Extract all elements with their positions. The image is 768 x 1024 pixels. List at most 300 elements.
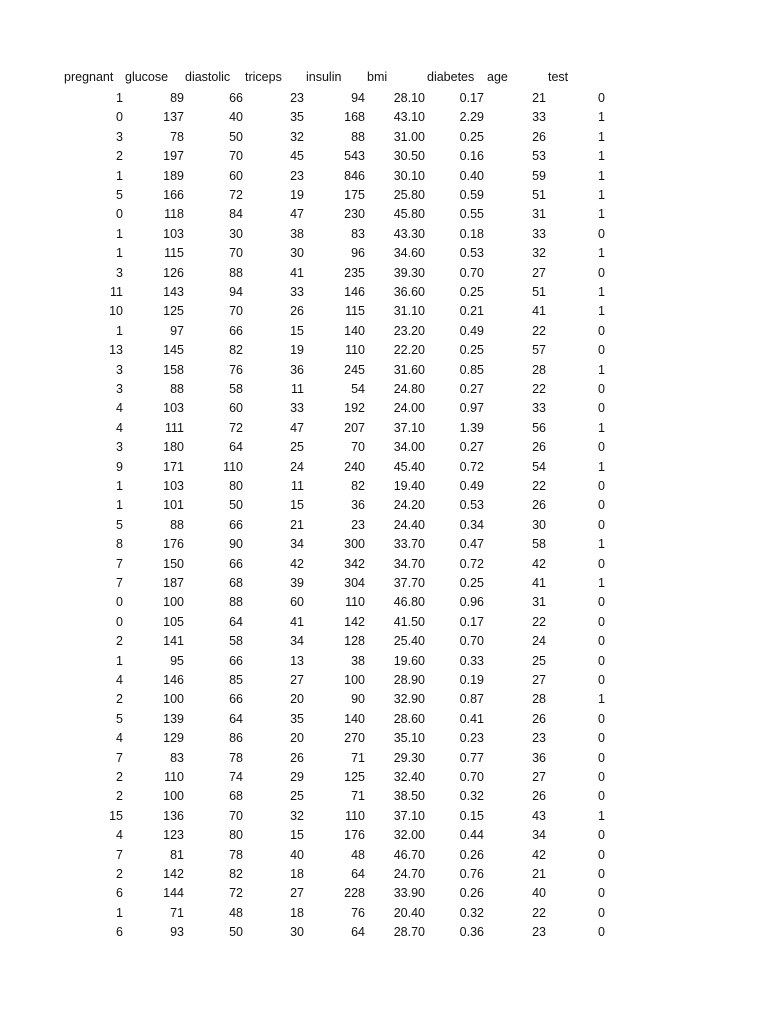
cell-glucose: 126 <box>163 265 184 280</box>
cell-triceps: 41 <box>290 614 304 629</box>
cell-pregnant: 3 <box>116 129 123 144</box>
cell-glucose: 197 <box>163 149 184 164</box>
cell-triceps: 29 <box>290 770 304 784</box>
cell-triceps: 45 <box>290 149 304 164</box>
cell-triceps: 25 <box>290 789 304 804</box>
table-row <box>0 89 768 108</box>
cell-diastolic: 66 <box>229 91 243 105</box>
cell-pregnant: 2 <box>116 149 123 164</box>
cell-glucose: 71 <box>170 905 184 920</box>
cell-age: 42 <box>532 847 546 862</box>
cell-bmi: 19.40 <box>393 479 425 493</box>
cell-diabetes: 0.21 <box>459 304 484 319</box>
cell-pregnant: 6 <box>116 925 123 940</box>
cell-diastolic: 82 <box>229 867 243 881</box>
cell-test: 0 <box>598 770 605 784</box>
cell-diastolic: 72 <box>229 420 243 435</box>
cell-diabetes: 0.59 <box>459 188 484 202</box>
table-row <box>0 283 768 302</box>
cell-diabetes: 0.26 <box>459 886 484 901</box>
cell-glucose: 118 <box>164 207 184 222</box>
cell-test: 0 <box>598 673 605 687</box>
cell-diastolic: 68 <box>229 576 243 590</box>
cell-diabetes: 0.32 <box>459 789 484 804</box>
cell-pregnant: 2 <box>116 770 123 784</box>
table-row <box>0 923 768 942</box>
cell-diastolic: 110 <box>223 459 243 474</box>
cell-triceps: 42 <box>290 556 304 571</box>
cell-diabetes: 0.32 <box>459 905 484 920</box>
cell-diastolic: 66 <box>229 692 243 707</box>
cell-triceps: 20 <box>290 692 304 707</box>
cell-age: 26 <box>532 498 546 513</box>
cell-triceps: 11 <box>291 479 304 493</box>
cell-triceps: 34 <box>290 634 304 649</box>
cell-insulin: 140 <box>344 323 365 338</box>
table-row <box>0 225 768 244</box>
cell-glucose: 101 <box>163 498 184 513</box>
cell-glucose: 136 <box>163 808 184 823</box>
cell-test: 0 <box>598 731 605 746</box>
cell-insulin: 235 <box>344 265 365 280</box>
cell-age: 30 <box>532 517 546 532</box>
cell-glucose: 145 <box>163 343 184 358</box>
cell-insulin: 846 <box>344 168 365 183</box>
table-row <box>0 361 768 380</box>
table-row <box>0 535 768 554</box>
column-header-diastolic: diastolic <box>185 70 231 84</box>
cell-test: 1 <box>598 537 605 552</box>
cell-pregnant: 1 <box>116 226 123 241</box>
cell-diabetes: 0.96 <box>459 595 484 610</box>
cell-pregnant: 3 <box>116 440 123 455</box>
cell-pregnant: 1 <box>116 498 123 513</box>
cell-bmi: 31.60 <box>393 362 425 377</box>
cell-triceps: 30 <box>290 925 304 940</box>
cell-bmi: 24.80 <box>393 382 425 396</box>
cell-bmi: 37.10 <box>393 808 425 823</box>
cell-pregnant: 5 <box>116 517 123 532</box>
cell-glucose: 142 <box>163 867 184 881</box>
cell-bmi: 24.40 <box>393 517 425 532</box>
cell-glucose: 158 <box>163 362 184 377</box>
cell-bmi: 25.40 <box>393 634 425 649</box>
cell-diastolic: 64 <box>229 711 243 726</box>
cell-diabetes: 0.36 <box>459 925 484 940</box>
cell-diastolic: 64 <box>229 614 243 629</box>
cell-diastolic: 48 <box>229 905 243 920</box>
cell-insulin: 38 <box>351 653 365 668</box>
cell-insulin: 146 <box>344 285 365 299</box>
cell-age: 22 <box>532 382 546 396</box>
cell-test: 1 <box>598 246 605 261</box>
cell-glucose: 81 <box>170 847 184 862</box>
table-row <box>0 128 768 147</box>
cell-pregnant: 4 <box>116 731 123 746</box>
cell-test: 0 <box>598 595 605 610</box>
cell-bmi: 32.90 <box>393 692 425 707</box>
cell-bmi: 37.10 <box>393 420 425 435</box>
cell-age: 22 <box>532 614 546 629</box>
cell-triceps: 60 <box>290 595 304 610</box>
cell-triceps: 32 <box>290 808 304 823</box>
cell-test: 1 <box>598 304 605 319</box>
cell-pregnant: 1 <box>116 91 123 105</box>
cell-age: 41 <box>532 576 546 590</box>
cell-pregnant: 5 <box>116 711 123 726</box>
cell-test: 0 <box>598 401 605 416</box>
cell-diabetes: 0.40 <box>459 168 484 183</box>
cell-triceps: 24 <box>290 459 304 474</box>
cell-diabetes: 0.49 <box>459 479 484 493</box>
cell-diastolic: 68 <box>229 789 243 804</box>
cell-glucose: 189 <box>163 168 184 183</box>
cell-pregnant: 0 <box>116 207 123 222</box>
cell-triceps: 19 <box>290 188 304 202</box>
cell-insulin: 240 <box>344 459 365 474</box>
cell-insulin: 304 <box>344 576 365 590</box>
cell-age: 59 <box>532 168 546 183</box>
cell-diabetes: 0.70 <box>459 265 484 280</box>
cell-pregnant: 4 <box>116 673 123 687</box>
table-row <box>0 671 768 690</box>
table-row <box>0 438 768 457</box>
cell-triceps: 27 <box>290 886 304 901</box>
table-row <box>0 419 768 438</box>
cell-diabetes: 0.19 <box>459 673 484 687</box>
cell-diastolic: 80 <box>229 479 243 493</box>
cell-diastolic: 60 <box>229 401 243 416</box>
cell-bmi: 28.90 <box>393 673 425 687</box>
table-row <box>0 399 768 418</box>
table-row <box>0 264 768 283</box>
cell-test: 0 <box>598 556 605 571</box>
cell-age: 27 <box>532 770 546 784</box>
cell-pregnant: 1 <box>116 246 123 261</box>
table-row <box>0 593 768 612</box>
cell-diabetes: 0.25 <box>459 576 484 590</box>
cell-insulin: 115 <box>345 304 365 319</box>
cell-insulin: 100 <box>344 673 365 687</box>
cell-triceps: 47 <box>290 420 304 435</box>
cell-insulin: 245 <box>344 362 365 377</box>
cell-glucose: 78 <box>170 129 184 144</box>
cell-diabetes: 0.72 <box>459 459 484 474</box>
cell-insulin: 110 <box>345 343 365 358</box>
cell-age: 21 <box>532 91 546 105</box>
cell-triceps: 35 <box>290 110 304 125</box>
cell-test: 1 <box>598 459 605 474</box>
cell-age: 56 <box>532 420 546 435</box>
cell-diabetes: 0.34 <box>459 517 484 532</box>
cell-test: 0 <box>598 323 605 338</box>
table-row <box>0 496 768 515</box>
cell-triceps: 35 <box>290 711 304 726</box>
cell-diastolic: 70 <box>229 304 243 319</box>
cell-insulin: 207 <box>344 420 365 435</box>
cell-pregnant: 7 <box>116 576 123 590</box>
cell-diastolic: 72 <box>229 188 243 202</box>
cell-test: 0 <box>598 886 605 901</box>
cell-diastolic: 72 <box>229 886 243 901</box>
cell-test: 0 <box>598 382 605 396</box>
cell-diabetes: 0.53 <box>459 498 484 513</box>
table-row <box>0 380 768 399</box>
cell-diastolic: 60 <box>229 168 243 183</box>
cell-pregnant: 0 <box>116 614 123 629</box>
cell-test: 1 <box>598 576 605 590</box>
cell-age: 31 <box>532 207 546 222</box>
cell-bmi: 30.50 <box>393 149 425 164</box>
cell-diastolic: 80 <box>229 828 243 843</box>
cell-test: 0 <box>598 653 605 668</box>
cell-diabetes: 1.39 <box>459 420 484 435</box>
cell-diastolic: 90 <box>229 537 243 552</box>
cell-diabetes: 0.97 <box>459 401 484 416</box>
cell-pregnant: 3 <box>116 362 123 377</box>
cell-bmi: 34.70 <box>393 556 425 571</box>
cell-triceps: 33 <box>290 401 304 416</box>
table-row <box>0 904 768 923</box>
cell-age: 58 <box>532 537 546 552</box>
cell-age: 22 <box>532 323 546 338</box>
cell-test: 0 <box>598 789 605 804</box>
cell-diabetes: 0.27 <box>459 440 484 455</box>
cell-bmi: 32.00 <box>393 828 425 843</box>
cell-test: 0 <box>598 750 605 765</box>
cell-diabetes: 0.27 <box>459 382 484 396</box>
cell-triceps: 18 <box>290 867 304 881</box>
cell-bmi: 46.70 <box>393 847 425 862</box>
cell-insulin: 94 <box>351 91 365 105</box>
table-row <box>0 846 768 865</box>
cell-age: 33 <box>532 226 546 241</box>
cell-bmi: 34.00 <box>393 440 425 455</box>
cell-test: 0 <box>598 498 605 513</box>
cell-age: 53 <box>532 149 546 164</box>
cell-insulin: 168 <box>344 110 365 125</box>
cell-glucose: 83 <box>170 750 184 765</box>
cell-glucose: 180 <box>163 440 184 455</box>
cell-glucose: 100 <box>163 692 184 707</box>
cell-glucose: 143 <box>163 285 184 299</box>
cell-pregnant: 7 <box>116 750 123 765</box>
table-row <box>0 574 768 593</box>
cell-pregnant: 5 <box>116 188 123 202</box>
cell-glucose: 141 <box>163 634 184 649</box>
cell-pregnant: 8 <box>116 537 123 552</box>
cell-diastolic: 70 <box>229 149 243 164</box>
cell-diabetes: 0.53 <box>459 246 484 261</box>
cell-pregnant: 3 <box>116 265 123 280</box>
cell-diastolic: 70 <box>229 246 243 261</box>
cell-glucose: 105 <box>163 614 184 629</box>
cell-diastolic: 50 <box>229 498 243 513</box>
cell-test: 0 <box>598 226 605 241</box>
cell-pregnant: 4 <box>116 828 123 843</box>
cell-pregnant: 1 <box>116 479 123 493</box>
table-row <box>0 710 768 729</box>
cell-diastolic: 78 <box>229 750 243 765</box>
cell-age: 33 <box>532 110 546 125</box>
cell-diastolic: 78 <box>229 847 243 862</box>
cell-triceps: 23 <box>290 91 304 105</box>
table-row <box>0 787 768 806</box>
cell-pregnant: 10 <box>109 304 123 319</box>
cell-diabetes: 0.17 <box>459 91 484 105</box>
cell-insulin: 64 <box>351 867 365 881</box>
cell-diabetes: 0.44 <box>459 828 484 843</box>
cell-insulin: 110 <box>345 808 365 823</box>
column-header-age: age <box>487 70 508 84</box>
cell-age: 22 <box>532 905 546 920</box>
cell-glucose: 139 <box>163 711 184 726</box>
cell-test: 0 <box>598 711 605 726</box>
cell-diastolic: 66 <box>229 323 243 338</box>
cell-insulin: 70 <box>351 440 365 455</box>
cell-test: 0 <box>598 479 605 493</box>
cell-insulin: 128 <box>344 634 365 649</box>
cell-glucose: 150 <box>163 556 184 571</box>
cell-insulin: 125 <box>344 770 365 784</box>
cell-glucose: 125 <box>163 304 184 319</box>
cell-diabetes: 0.77 <box>459 750 484 765</box>
table-row <box>0 516 768 535</box>
cell-triceps: 13 <box>290 653 304 668</box>
cell-test: 1 <box>598 129 605 144</box>
cell-diastolic: 50 <box>229 129 243 144</box>
cell-age: 26 <box>532 129 546 144</box>
cell-test: 0 <box>598 867 605 881</box>
cell-glucose: 110 <box>164 770 184 784</box>
table-row <box>0 477 768 496</box>
cell-diastolic: 88 <box>229 265 243 280</box>
cell-insulin: 71 <box>351 750 365 765</box>
cell-age: 24 <box>532 634 546 649</box>
cell-test: 1 <box>598 692 605 707</box>
cell-pregnant: 7 <box>116 556 123 571</box>
cell-glucose: 115 <box>164 246 184 261</box>
cell-bmi: 24.00 <box>393 401 425 416</box>
cell-bmi: 28.70 <box>393 925 425 940</box>
cell-insulin: 71 <box>351 789 365 804</box>
cell-age: 25 <box>532 653 546 668</box>
cell-bmi: 24.20 <box>393 498 425 513</box>
cell-diabetes: 0.49 <box>459 323 484 338</box>
cell-triceps: 34 <box>290 537 304 552</box>
cell-diabetes: 0.16 <box>459 149 484 164</box>
column-header-diabetes: diabetes <box>427 70 475 84</box>
table-row <box>0 884 768 903</box>
cell-diabetes: 0.18 <box>459 226 484 241</box>
cell-pregnant: 1 <box>116 323 123 338</box>
cell-pregnant: 11 <box>110 285 123 299</box>
cell-diabetes: 0.25 <box>459 129 484 144</box>
cell-bmi: 24.70 <box>393 867 425 881</box>
cell-test: 0 <box>598 517 605 532</box>
cell-diastolic: 40 <box>229 110 243 125</box>
cell-diabetes: 2.29 <box>459 110 484 125</box>
cell-diastolic: 94 <box>229 285 243 299</box>
cell-glucose: 187 <box>163 576 184 590</box>
cell-age: 57 <box>532 343 546 358</box>
cell-age: 27 <box>532 265 546 280</box>
cell-diabetes: 0.70 <box>459 634 484 649</box>
cell-age: 41 <box>532 304 546 319</box>
column-header-bmi: bmi <box>367 70 388 84</box>
cell-bmi: 32.40 <box>393 770 425 784</box>
cell-glucose: 137 <box>163 110 184 125</box>
cell-triceps: 40 <box>290 847 304 862</box>
cell-pregnant: 0 <box>116 595 123 610</box>
cell-insulin: 48 <box>351 847 365 862</box>
cell-test: 1 <box>598 285 605 299</box>
cell-insulin: 82 <box>351 479 365 493</box>
column-header-triceps: triceps <box>245 70 282 84</box>
cell-pregnant: 2 <box>116 634 123 649</box>
cell-pregnant: 4 <box>116 420 123 435</box>
cell-age: 21 <box>532 867 546 881</box>
cell-pregnant: 4 <box>116 401 123 416</box>
cell-triceps: 41 <box>290 265 304 280</box>
cell-pregnant: 2 <box>116 692 123 707</box>
table-row <box>0 749 768 768</box>
cell-bmi: 19.60 <box>393 653 425 668</box>
column-header-pregnant: pregnant <box>64 70 114 84</box>
cell-insulin: 176 <box>344 828 365 843</box>
cell-glucose: 171 <box>163 459 184 474</box>
cell-bmi: 23.20 <box>393 323 425 338</box>
cell-glucose: 97 <box>170 323 184 338</box>
cell-bmi: 33.90 <box>393 886 425 901</box>
cell-diastolic: 84 <box>229 207 243 222</box>
cell-insulin: 54 <box>351 382 365 396</box>
cell-bmi: 28.60 <box>393 711 425 726</box>
cell-triceps: 32 <box>290 129 304 144</box>
cell-pregnant: 2 <box>116 789 123 804</box>
cell-diastolic: 74 <box>229 770 243 784</box>
cell-glucose: 146 <box>163 673 184 687</box>
cell-bmi: 38.50 <box>393 789 425 804</box>
table-row <box>0 322 768 341</box>
cell-test: 0 <box>598 91 605 105</box>
cell-triceps: 39 <box>290 576 304 590</box>
cell-bmi: 33.70 <box>393 537 425 552</box>
cell-glucose: 95 <box>170 653 184 668</box>
cell-diastolic: 66 <box>229 653 243 668</box>
cell-age: 43 <box>532 808 546 823</box>
cell-diastolic: 30 <box>229 226 243 241</box>
cell-diastolic: 85 <box>229 673 243 687</box>
cell-glucose: 129 <box>163 731 184 746</box>
cell-bmi: 31.00 <box>393 129 425 144</box>
cell-glucose: 103 <box>163 226 184 241</box>
cell-age: 51 <box>532 188 546 202</box>
cell-pregnant: 7 <box>116 847 123 862</box>
cell-test: 1 <box>598 362 605 377</box>
cell-age: 33 <box>532 401 546 416</box>
cell-bmi: 31.10 <box>393 304 425 319</box>
table-row <box>0 690 768 709</box>
cell-test: 0 <box>598 847 605 862</box>
cell-insulin: 88 <box>351 129 365 144</box>
cell-triceps: 26 <box>290 304 304 319</box>
cell-insulin: 270 <box>344 731 365 746</box>
cell-pregnant: 9 <box>116 459 123 474</box>
cell-bmi: 43.30 <box>393 226 425 241</box>
cell-glucose: 144 <box>163 886 184 901</box>
cell-bmi: 41.50 <box>393 614 425 629</box>
